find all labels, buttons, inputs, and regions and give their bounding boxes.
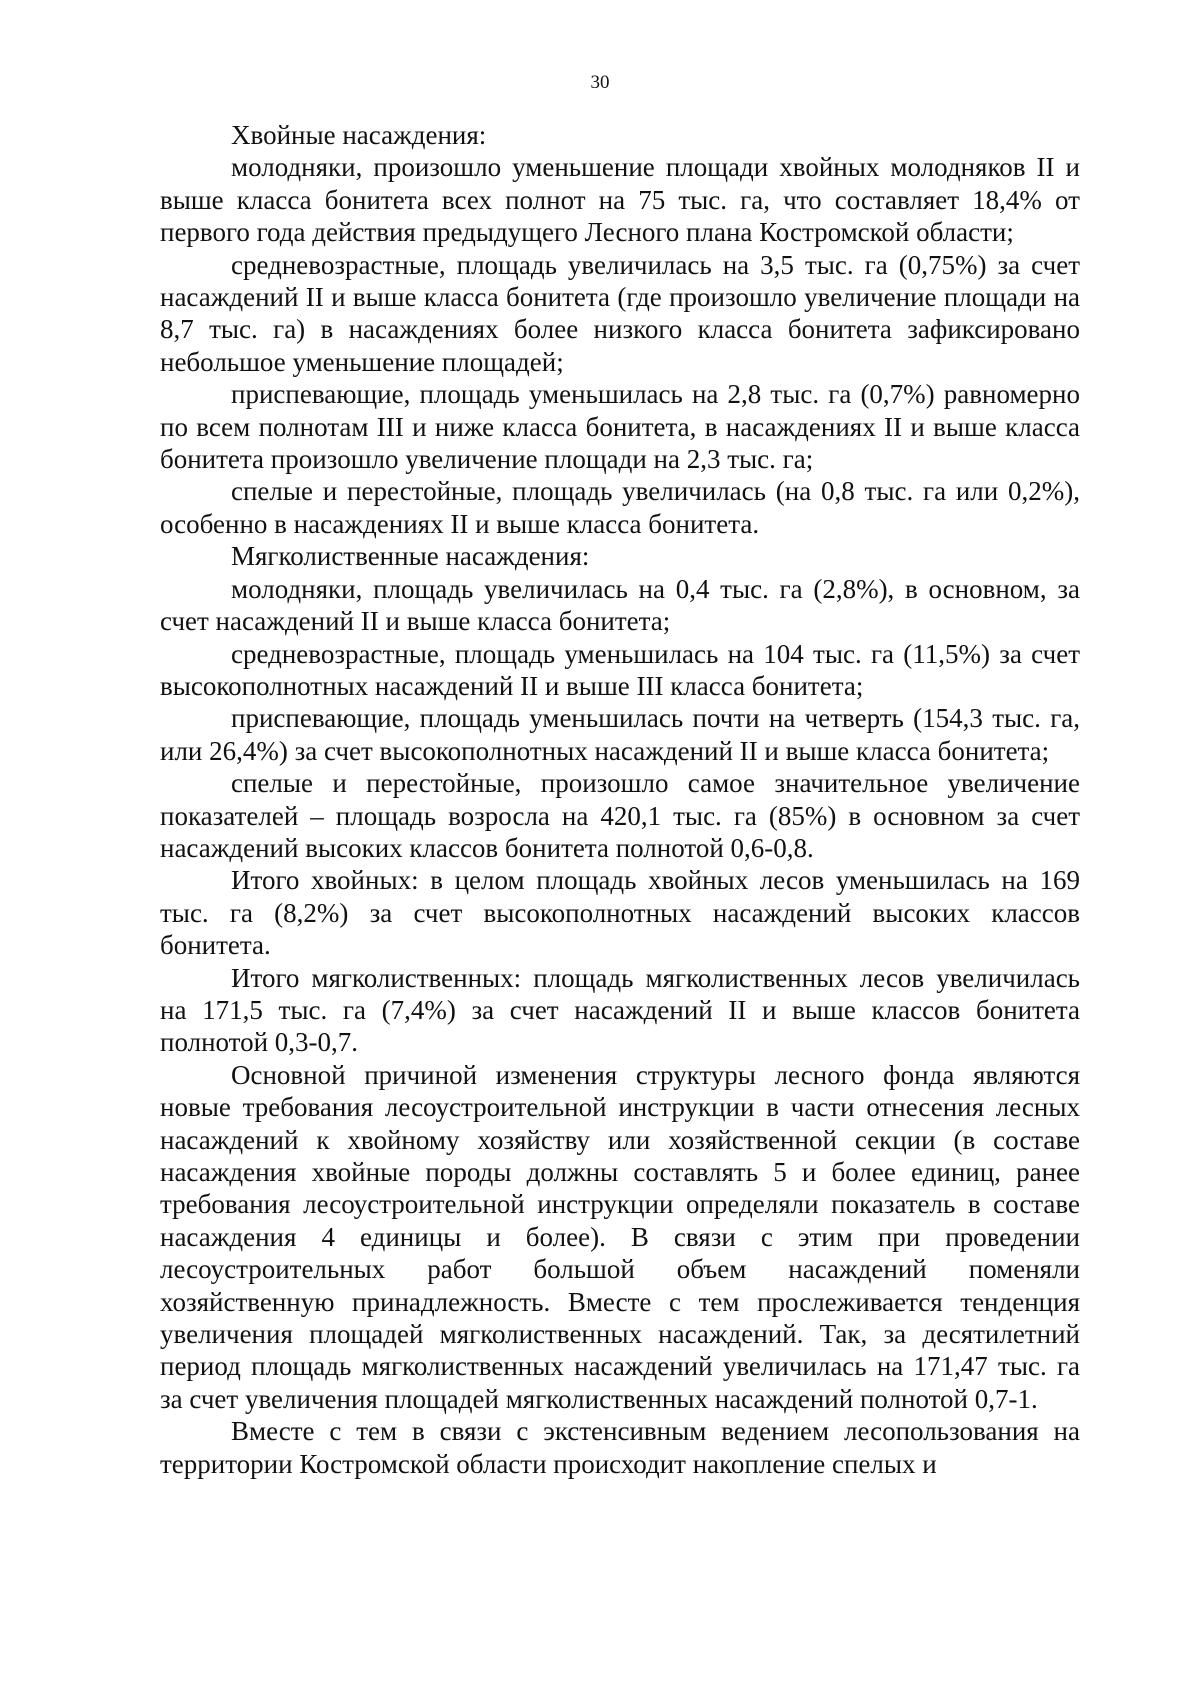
paragraph-softwood-mature: спелые и перестойные, произошло самое значительное увеличение показателей – площадь возросла на 420,1 тыс. га (85%) в основном за счет насаждений высоких классов бонитета полнотой 0,6-0,8. <box>160 768 1080 863</box>
body-text <box>160 119 1080 1480</box>
paragraph-total-softwood: Итого мягколиственных: площадь мягколиственных лесов увеличилась на 171,5 тыс. га (7,4%) за счет насаждений II и выше классов бонитета полнотой 0,3-0,7. <box>160 962 1080 1058</box>
paragraph-softwood-young: молодняки, площадь увеличилась на 0,4 тыс. га (2,8%), в основном, за счет насаждений II и выше класса бонитета; <box>160 573 1080 637</box>
paragraph-conifer-heading: Хвойные насаждения: <box>231 120 487 150</box>
paragraph-conifer-mature: спелые и перестойные, площадь увеличилась (на 0,8 тыс. га или 0,2%), особенно в насаждениях II и выше класса бонитета. <box>160 476 1080 539</box>
paragraph-conifer-young: молодняки, произошло уменьшение площади хвойных молодняков II и выше класса бонитета всех полнот на 75 тыс. га, что составляет 18,4% от первого года действия предыдущего Лесного плана Костромской области; <box>160 152 1080 248</box>
page-number: 30 <box>590 72 610 93</box>
paragraph-conifer-maturing: приспевающие, площадь уменьшилась на 2,8 тыс. га (0,7%) равномерно по всем полнотам III и ниже класса бонитета, в насаждениях II и выше класса бонитета произошло увеличение площади на 2,3 тыс. га; <box>160 379 1080 475</box>
paragraph-softwood-heading: Мягколиственные насаждения: <box>231 541 590 572</box>
paragraph-extensive-use: Вместе с тем в связи с экстенсивным ведением лесопользования на территории Костромской области происходит накопление спелых и <box>160 1416 1080 1479</box>
paragraph-main-reason: Основной причиной изменения структуры лесного фонда являются новые требования лесоустроительной инструкции в части отнесения лесных насаждений к хвойному хозяйству или хозяйственной секции (в составе насаждения хвойные породы должны составлять 5 и более единиц, ранее требования лесоустроительной инструкции определяли показатель в составе насаждения 4 единицы и более). В связи с этим при проведении лесоустроительных работ большой объем насаждений поменяли хозяйственную принадлежность. Вместе с тем прослеживается тенденция увеличения площадей мягколиственных насаждений. Так, за десятилетний период площадь мягколиственных насаждений увеличилась на 171,47 тыс. га за счет увеличения площадей мягколиственных насаждений полнотой 0,7-1. <box>160 1059 1080 1414</box>
paragraph-softwood-middle-aged: средневозрастные, площадь уменьшилась на 104 тыс. га (11,5%) за счет высокополнотных насаждений II и выше III класса бонитета; <box>160 638 1080 701</box>
paragraph-softwood-maturing: приспевающие, площадь уменьшилась почти на четверть (154,3 тыс. га, или 26,4%) за счет высокополнотных насаждений II и выше класса бонитета; <box>160 703 1080 766</box>
paragraph-conifer-middle-aged: средневозрастные, площадь увеличилась на 3,5 тыс. га (0,75%) за счет насаждений II и выше класса бонитета (где произошло увеличение площади на 8,7 тыс. га) в насаждениях более низкого класса бонитета зафиксировано небольшое уменьшение площадей; <box>160 249 1080 377</box>
paragraph-total-conifer: Итого хвойных: в целом площадь хвойных лесов уменьшилась на 169 тыс. га (8,2%) за счет высокополнотных насаждений высоких классов бонитета. <box>160 865 1080 961</box>
